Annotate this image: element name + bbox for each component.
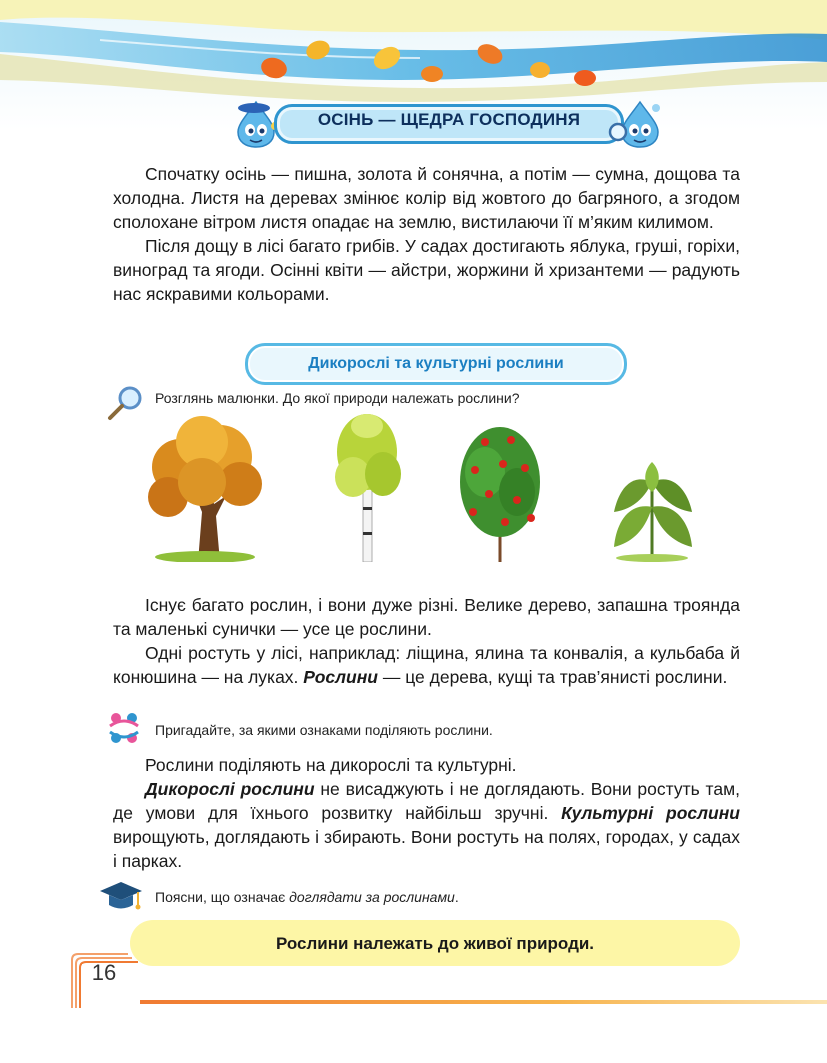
graduation-cap-icon: [98, 880, 144, 914]
page-number-tab: [68, 950, 148, 1010]
intro-paragraph-2: Після дощу в лісі багато грибів. У садах достигають яблука, груші, горіхи, виноград та ягоди. Осінні квіти — айстри, жоржини й хризантеми — радують нас яскравими кольорами.: [113, 236, 740, 304]
cultivated-plants-description: вирощують, доглядають і збирають. Вони ростуть на полях, городах, у садах і парках.: [113, 827, 740, 871]
conclusion-text: Рослини належать до живої природи.: [275, 934, 595, 953]
page-title-banner: [226, 98, 666, 148]
plants-text: [113, 593, 740, 689]
conclusion-box: [130, 920, 740, 966]
intro-text: [113, 162, 740, 306]
classification-paragraph-2: [113, 777, 740, 873]
task-explain-term-phrase: доглядати за рослинами: [289, 889, 455, 905]
classification-text: [113, 753, 740, 873]
section-subheading: [245, 343, 627, 385]
nettle-plant-icon: [610, 452, 695, 562]
classification-paragraph-1: Рослини поділяють на дикорослі та культурні.: [145, 755, 517, 775]
birch-tree-icon: [325, 412, 410, 562]
intro-paragraph-1: Спочатку осінь — пишна, золота й сонячна, а потім — сумна, дощова та холодна. Листя на деревах змінює колір від жовтого до багряного, а згодом сполохане вітром листя опадає на землю, вистилаючи її м’яким килимом.: [113, 164, 740, 232]
rowan-bush-icon: [455, 422, 545, 562]
task-explain-start: Поясни, що означає: [155, 889, 290, 905]
page-number: 16: [91, 960, 117, 985]
oak-tree-icon: [140, 412, 270, 562]
page-title: ОСІНЬ — ЩЕДРА ГОСПОДИНЯ: [317, 110, 581, 129]
section-subheading-text: Дикорослі та культурні рослини: [308, 355, 564, 372]
plants-paragraph-2: [113, 641, 740, 689]
plants-paragraph-2-end: — це дерева, кущі та трав’янисті рослини.: [377, 667, 728, 687]
term-cultivated-plants: Культурні рослини: [561, 803, 740, 823]
term-plants: Рослини: [303, 667, 378, 687]
task-explain-term: [155, 889, 459, 905]
plant-illustrations: [130, 412, 730, 562]
footer-divider: [140, 1000, 827, 1004]
droplet-magnifier-mascot-icon: [606, 98, 666, 148]
task-explain-end: .: [454, 889, 459, 905]
plants-paragraph-2-start: Одні ростуть у лісі, наприклад: ліщина, ялина та конвалія, а кульбаба й конюшина — на луках.: [113, 643, 740, 687]
task-look-at-pictures: Розглянь малюнки. До якої природи належать рослини?: [155, 390, 520, 406]
task-recall-criteria: Пригадайте, за якими ознаками поділяють рослини.: [155, 722, 493, 738]
group-work-icon: [104, 708, 144, 748]
plants-paragraph-1: Існує багато рослин, і вони дуже різні. Велике дерево, запашна троянда та маленькі сунички — усе це рослини.: [113, 595, 740, 639]
wild-plants-description: не висаджують і не доглядають. Вони ростуть там, де умови для їхнього розвитку найбільш зручні.: [113, 779, 741, 823]
term-wild-plants: Дикорослі рослини: [145, 779, 315, 799]
